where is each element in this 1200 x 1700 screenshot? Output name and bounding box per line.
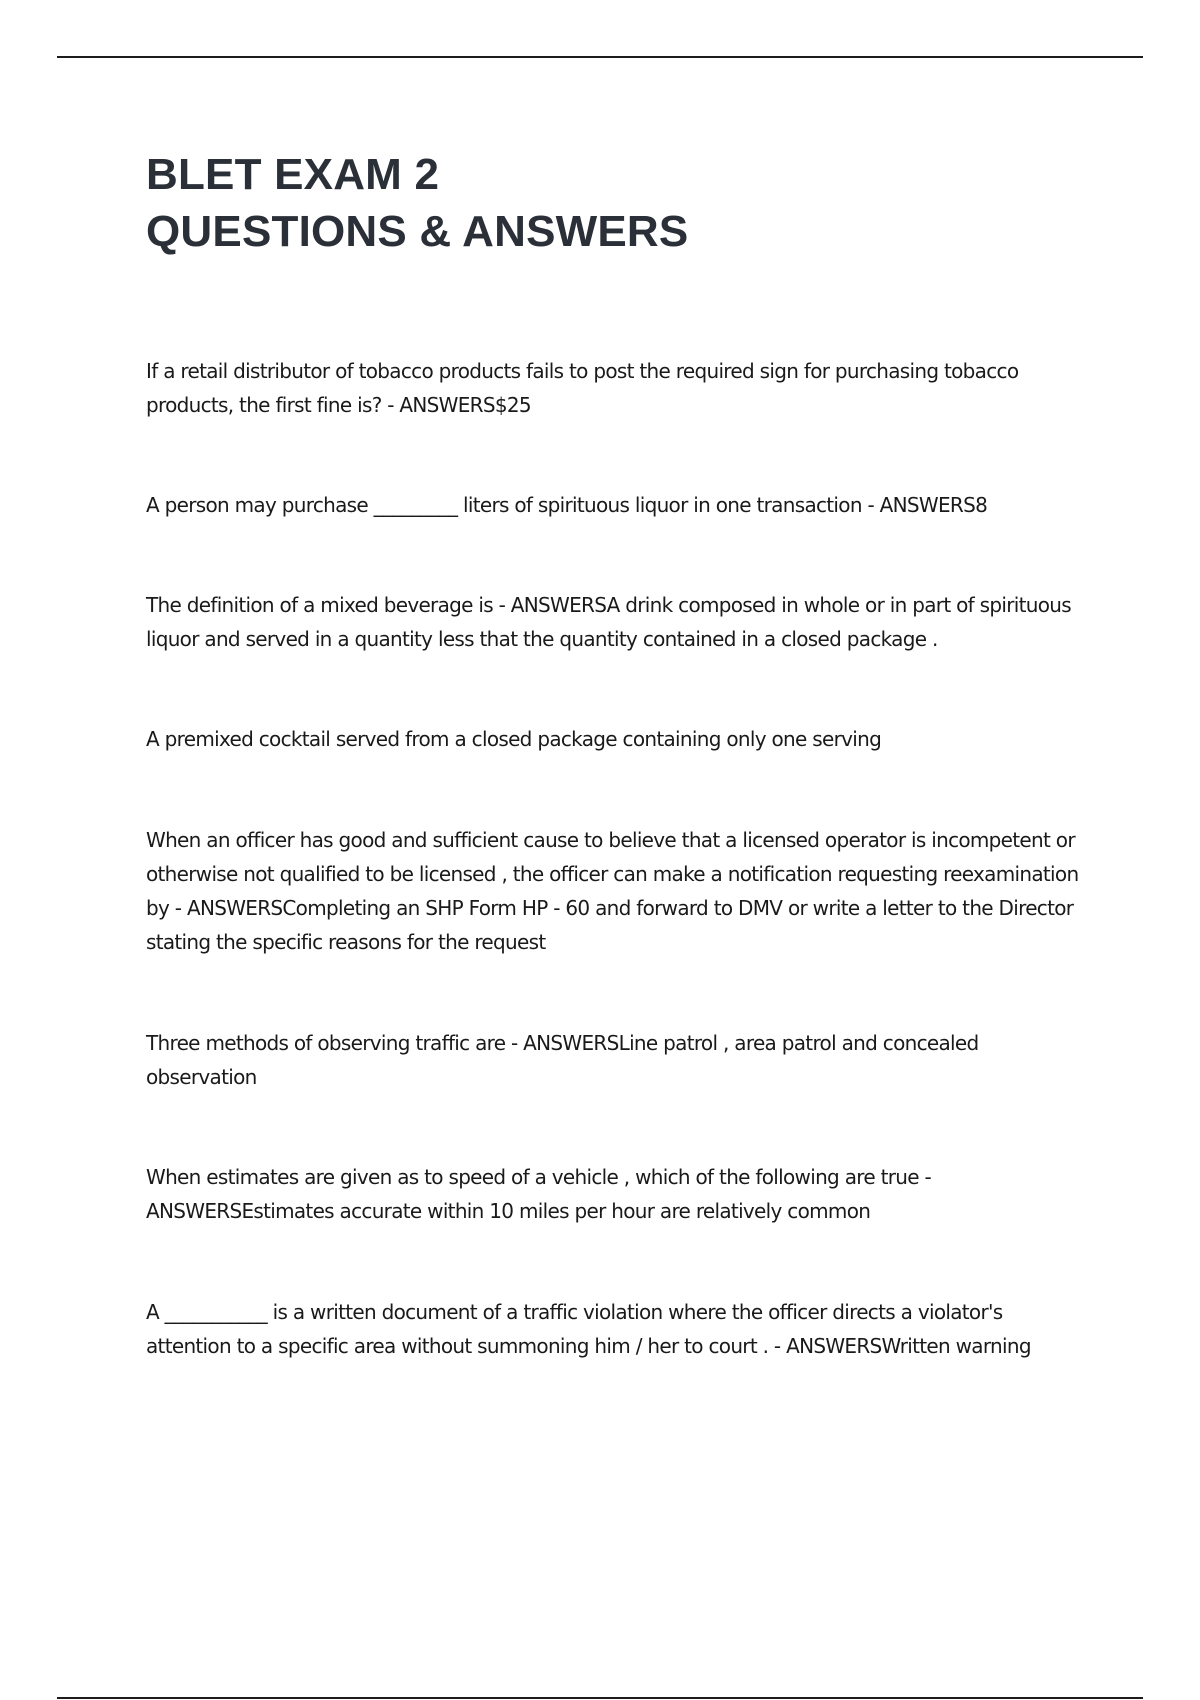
qa-entry-8: A ___________ is a written document of a traffic violation where the officer directs a violator's attention to a specific area without summoning him / her to court . - ANSWERSWritten warning xyxy=(146,1300,1031,1358)
qa-entry-5: When an officer has good and sufficient cause to believe that a licensed operator is incompetent or otherwise not qualified to be licensed , the officer can make a notification requesting reexamination by - ANSWERSCompleting an SHP Form HP - 60 and forward to DMV or write a letter to the Director stating the specific reasons for the request xyxy=(146,828,1079,954)
qa-entry-6: Three methods of observing traffic are - ANSWERSLine patrol , area patrol and concealed observation xyxy=(146,1031,979,1089)
bottom-divider xyxy=(57,1697,1143,1699)
title-line-1: BLET EXAM 2 xyxy=(146,150,440,199)
page-title xyxy=(146,146,688,260)
qa-entry-3: The definition of a mixed beverage is - ANSWERSA drink composed in whole or in part of spirituous liquor and served in a quantity less that the quantity contained in a closed package . xyxy=(146,593,1071,651)
qa-entry-1: If a retail distributor of tobacco products fails to post the required sign for purchasing tobacco products, the first fine is? - ANSWERS$25 xyxy=(146,359,1019,417)
top-divider xyxy=(57,56,1143,58)
qa-entry-4: A premixed cocktail served from a closed package containing only one serving xyxy=(146,727,882,751)
qa-entry-2: A person may purchase _________ liters of spirituous liquor in one transaction - ANSWERS8 xyxy=(146,493,988,517)
title-line-2: QUESTIONS & ANSWERS xyxy=(146,207,689,256)
qa-entry-7: When estimates are given as to speed of a vehicle , which of the following are true - ANSWERSEstimates accurate within 10 miles per hour are relatively common xyxy=(146,1165,932,1223)
